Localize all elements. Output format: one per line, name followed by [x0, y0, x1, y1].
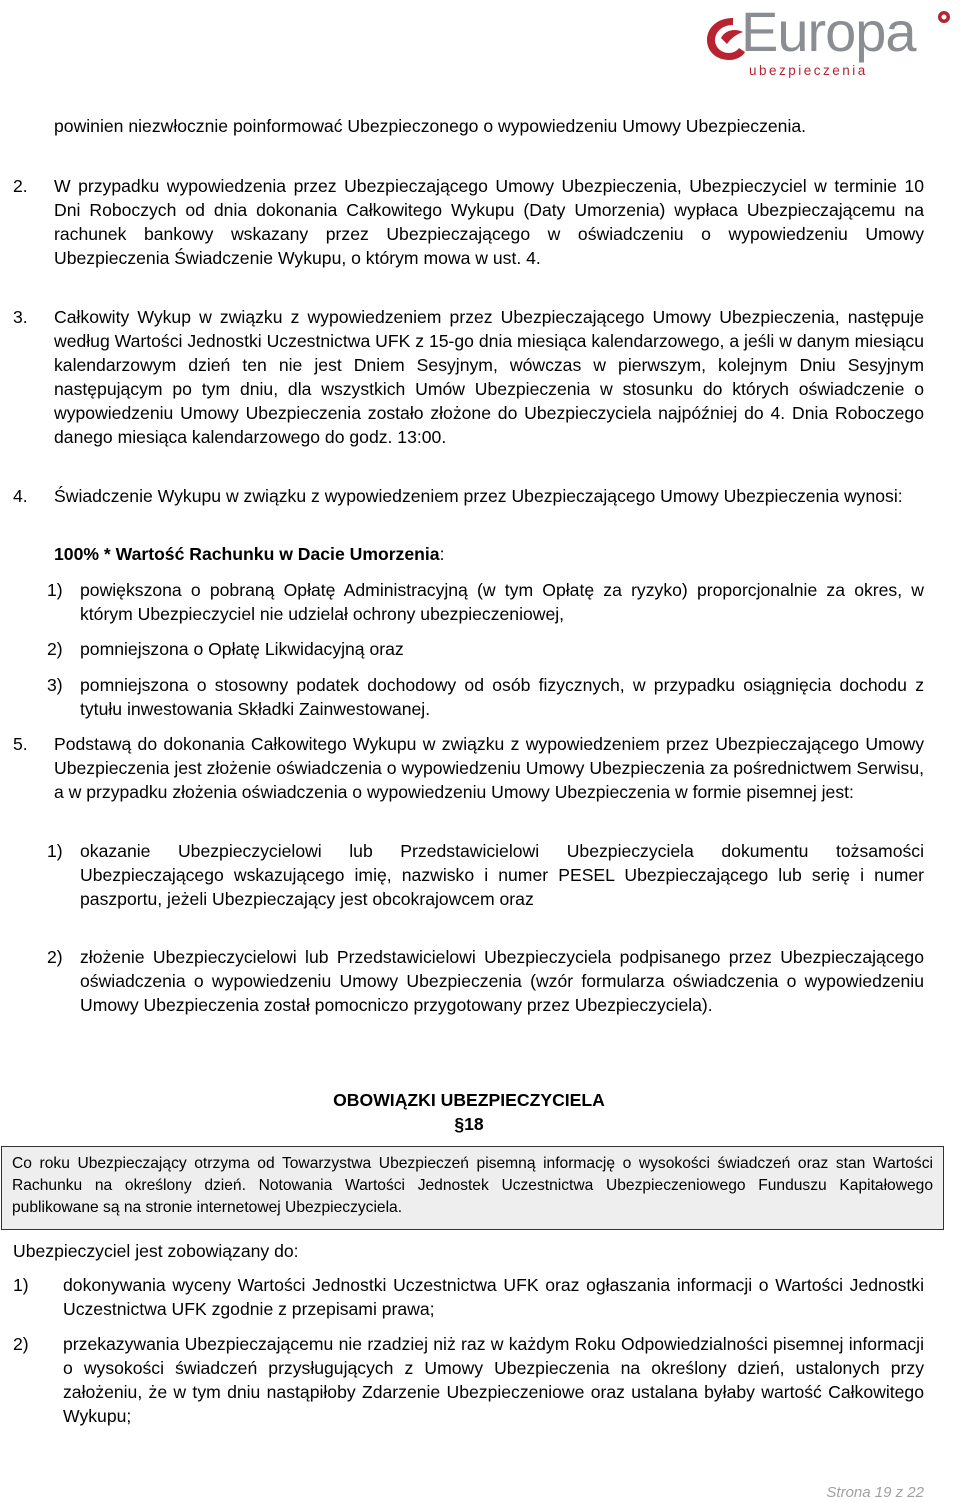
- point-number: 4.: [13, 486, 28, 506]
- point-2: [13, 174, 924, 270]
- item-text: złożenie Ubezpieczycielowi lub Przedstawicielowi Ubezpieczyciela podpisanego przez Ubezpieczającego oświadczenia o wypowiedzeniu Umowy Ubezpieczenia (wzór formularza oświadczenia o wypowiedzeniu Umowy Ubezpieczenia został pomocniczo przygotowany przez Ubezpieczyciela).: [80, 947, 924, 1015]
- item-number: 1): [47, 580, 63, 600]
- point-text: Całkowity Wykup w związku z wypowiedzeniem przez Ubezpieczającego Umowy Ubezpieczenia, następuje według Wartości Jednostki Uczestnictwa UFK z 15-go dnia miesiąca kalendarzowego, a jeśli w danym miesiącu kalendarzowym dzień ten nie jest Dniem Sesyjnym, wówczas w pierwszym, kolejnym Dniu Sesyjnym następującym po tym dniu, dla wszystkich Umów Ubezpieczenia w stosunku do których oświadczenie o wypowiedzeniu Umowy Ubezpieczenia zostało złożone do Ubezpieczyciela najpóźniej do 4. Dnia Roboczego danego miesiąca kalendarzowego do godz. 13:00.: [54, 307, 924, 447]
- logo-dot-icon: [937, 10, 951, 24]
- logo-subtitle: ubezpieczenia: [749, 63, 868, 78]
- item-number: 2): [47, 947, 63, 967]
- point-4: [13, 484, 924, 508]
- obligation-number: 1): [13, 1275, 29, 1295]
- item-number: 1): [47, 841, 63, 861]
- point-text: Świadczenie Wykupu w związku z wypowiedzeniem przez Ubezpieczającego Umowy Ubezpieczenia wynosi:: [54, 486, 903, 506]
- logo-word: Europa: [741, 0, 916, 63]
- page-number: Strona 19 z 22: [826, 1484, 924, 1501]
- point-4-item-2: [47, 637, 924, 661]
- intro-paragraph: powinien niezwłocznie poinformować Ubezpieczonego o wypowiedzeniu Umowy Ubezpieczenia.: [54, 116, 807, 136]
- obligation-2: [13, 1332, 924, 1428]
- obligation-text: przekazywania Ubezpieczającemu nie rzadziej niż raz w każdym Roku Odpowiedzialności pisemnej informacji o wysokości świadczeń przysługujących z Umowy Ubezpieczenia na określony dzień, ustalonych przy założeniu, że w tym dniu nastąpiłoby Zdarzenie Ubezpieczeniowe oraz ustalana byłaby wartość Całkowitego Wykupu;: [63, 1334, 924, 1426]
- obligation-1: [13, 1273, 924, 1321]
- item-text: pomniejszona o stosowny podatek dochodowy od osób fizycznych, w przypadku osiągnięcia dochodu z tytułu inwestowania Składki Zainwestowanej.: [80, 675, 924, 719]
- point-text: Podstawą do dokonania Całkowitego Wykupu w związku z wypowiedzeniem przez Ubezpieczającego Umowy Ubezpieczenia jest złożenie oświadczenia o wypowiedzeniu Umowy Ubezpieczenia za pośrednictwem Serwisu, a w przypadku złożenia oświadczenia o wypowiedzeniu Umowy Ubezpieczenia w formie pisemnej jest:: [54, 734, 924, 802]
- info-box: [1, 1146, 944, 1230]
- item-text: okazanie Ubezpieczycielowi lub Przedstawicielowi Ubezpieczyciela dokumentu tożsamości Ubezpieczającego wskazującego imię, nazwisko i numer PESEL Ubezpieczającego lub serię i numer paszportu, jeżeli Ubezpieczający jest obcokrajowcem oraz: [80, 841, 924, 909]
- point-number: 2.: [13, 176, 28, 196]
- obligation-number: 2): [13, 1334, 29, 1354]
- info-box-text: Co roku Ubezpieczający otrzyma od Towarzystwa Ubezpieczeń pisemną informację o wysokości świadczeń oraz stan Wartości Rachunku na określony dzień. Notowania Wartości Jednostek Uczestnictwa Ubezpieczeniowego Funduszu Kapitałowego publikowane są na stronie internetowej Ubezpieczyciela.: [12, 1155, 933, 1216]
- formula: [54, 542, 924, 566]
- point-4-item-1: [47, 578, 924, 626]
- point-5-item-2: [47, 945, 924, 1017]
- point-5-item-1: [47, 839, 924, 911]
- obligations-intro: Ubezpieczyciel jest zobowiązany do:: [13, 1241, 299, 1261]
- item-number: 3): [47, 675, 63, 695]
- formula-tail: :: [439, 544, 445, 564]
- point-number: 3.: [13, 307, 28, 327]
- formula-bold: 100% * Wartość Rachunku w Dacie Umorzenia: [54, 544, 440, 564]
- point-number: 5.: [13, 734, 28, 754]
- section-title: OBOWIĄZKI UBEZPIECZYCIELA: [333, 1090, 605, 1110]
- europa-logo: [703, 0, 953, 80]
- item-text: powiększona o pobraną Opłatę Administracyjną (w tym Opłatę za ryzyko) proporcjonalnie za okres, w którym Ubezpieczyciel nie udzielał ochrony ubezpieczeniowej,: [80, 580, 924, 624]
- point-3: [13, 305, 924, 449]
- point-4-item-3: [47, 673, 924, 721]
- section-paragraph-number: §18: [454, 1114, 484, 1134]
- obligation-text: dokonywania wyceny Wartości Jednostki Uczestnictwa UFK oraz ogłaszania informacji o Wartości Jednostki Uczestnictwa UFK zgodnie z przepisami prawa;: [63, 1275, 924, 1319]
- item-text: pomniejszona o Opłatę Likwidacyjną oraz: [80, 639, 404, 659]
- item-number: 2): [47, 639, 63, 659]
- point-5: [13, 732, 924, 804]
- point-text: W przypadku wypowiedzenia przez Ubezpieczającego Umowy Ubezpieczenia, Ubezpieczyciel w terminie 10 Dni Roboczych od dnia dokonania Całkowitego Wykupu (Daty Umorzenia) wypłaca Ubezpieczającemu na rachunek bankowy wskazany przez Ubezpieczającego w oświadczeniu o wypowiedzeniu Umowy Ubezpieczenia Świadczenie Wykupu, o którym mowa w ust. 4.: [54, 176, 924, 268]
